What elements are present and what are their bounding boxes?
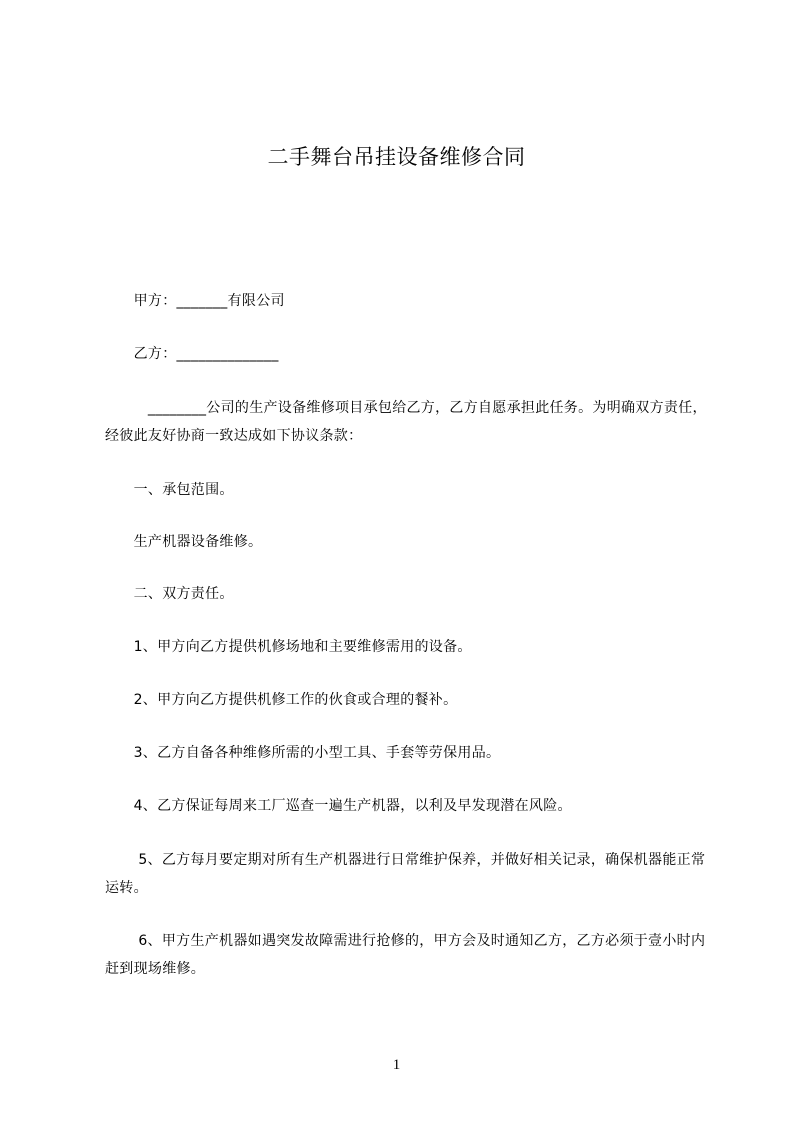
clause-item-1: 1、甲方向乙方提供机修场地和主要维修需用的设备。 (105, 639, 472, 655)
clause-item-5: 5、乙方每月要定期对所有生产机器进行日常维护保养，并做好相关记录，确保机器能正常运转。 (105, 852, 706, 896)
page-number: 1 (392, 1057, 401, 1073)
clause-item-2: 2、甲方向乙方提供机修工作的伙食或合理的餐补。 (105, 692, 458, 708)
party-b-line: 乙方：______________ (105, 346, 279, 362)
clause-item-4: 4、乙方保证每周来工厂巡查一遍生产机器，以利及早发现潜在风险。 (105, 798, 572, 814)
party-a-line: 甲方：_______有限公司 (105, 293, 285, 309)
document-title: 二手舞台吊挂设备维修合同 (267, 145, 526, 169)
intro-paragraph: ________公司的生产设备维修项目承包给乙方，乙方自愿承担此任务。为明确双方责任，经彼此友好协商一致达成如下协议条款： (105, 400, 707, 444)
section-1-heading: 一、承包范围。 (105, 482, 234, 498)
clause-item-3: 3、乙方自备各种维修所需的小型工具、手套等劳保用品。 (105, 745, 501, 761)
clause-item-6: 6、甲方生产机器如遇突发故障需进行抢修的，甲方会及时通知乙方，乙方必须于壹小时内赶到现场维修。 (105, 933, 706, 977)
section-1-body: 生产机器设备维修。 (105, 534, 263, 550)
section-2-heading: 二、双方责任。 (105, 586, 234, 602)
